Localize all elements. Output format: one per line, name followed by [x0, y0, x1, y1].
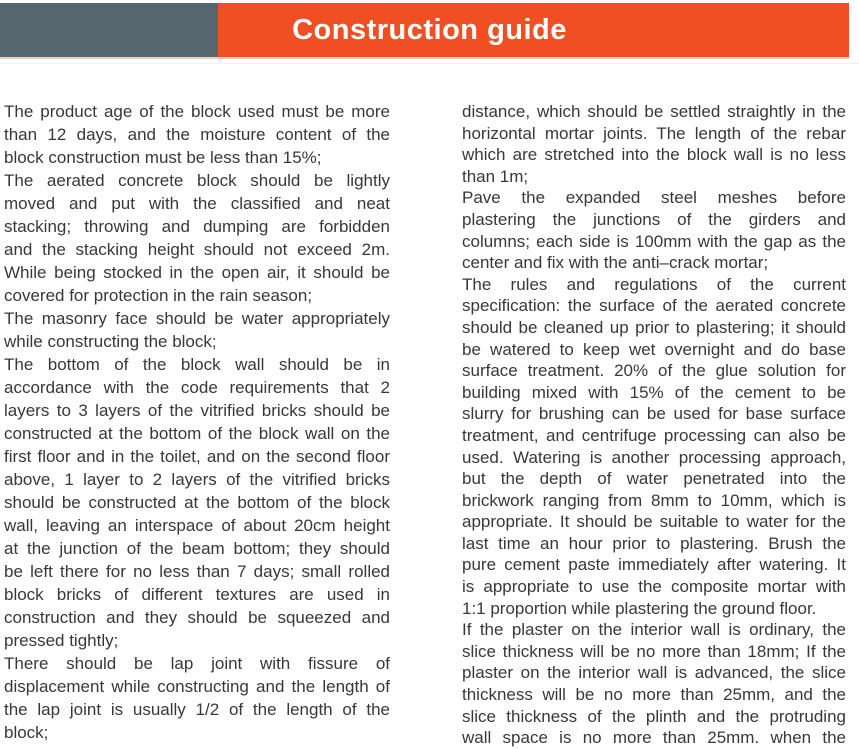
paragraph [462, 101, 846, 187]
text-line: accordance with the code requirements that 2 [4, 378, 390, 397]
text-line: The rules and regulations of the current [462, 274, 846, 294]
banner-shadow-line [0, 63, 859, 64]
text-column-right [462, 101, 846, 749]
text-line: at the junction of the beam bottom; they should [4, 539, 390, 558]
text-line: slurry for brushing can be used for base surface [462, 404, 846, 424]
header-banner [0, 3, 849, 59]
text-line: while constructing the block; [4, 332, 217, 351]
text-line: constructed at the bottom of the block wall on the [4, 424, 390, 443]
text-line: center and fix with the anti–crack mortar; [462, 253, 769, 273]
text-line: covered for protection in the rain season; [4, 286, 313, 305]
text-line: moved and put with the classified and neat [4, 194, 390, 213]
text-line: should be constructed at the bottom of the block [4, 493, 390, 512]
paragraph [462, 187, 846, 273]
text-line: wall, leaving an interspace of about 20cm height [4, 516, 390, 535]
text-line: above, 1 layer to 2 layers of the vitrified bricks [4, 470, 390, 489]
text-line: block; [4, 723, 49, 742]
paragraph [4, 100, 390, 169]
text-line: stacking; throwing and dumping are forbidden [4, 217, 390, 236]
text-line: slice thickness will be no more than 18mm; If the [462, 641, 846, 661]
text-line: than 1m; [462, 166, 529, 186]
text-line: pure cement paste immediately after watering. It [462, 555, 846, 575]
text-line: While being stocked in the open air, it should be [4, 263, 390, 282]
text-line: first floor and in the toilet, and on the second floor [4, 447, 390, 466]
text-line: appropriate. It should be suitable to water for the [462, 512, 846, 532]
text-line: block construction must be less than 15%; [4, 148, 322, 167]
text-line: last time an hour prior to plastering. Brush the [462, 533, 846, 553]
text-line: pressed tightly; [4, 631, 119, 650]
text-line: 1:1 proportion while plastering the ground floor. [462, 598, 817, 618]
text-line: layers to 3 layers of the vitrified bricks should be [4, 401, 390, 420]
text-line: brickwork ranging from 8mm to 10mm, which is [462, 490, 846, 510]
paragraph [462, 619, 846, 749]
header-gray-block [0, 3, 218, 57]
text-line: slice thickness of the plinth and the protruding [462, 706, 846, 726]
text-line: The aerated concrete block should be lightly [4, 171, 390, 190]
text-line: and the stacking height should not exceed 2m. [4, 240, 390, 259]
paragraph [4, 652, 390, 744]
text-line: distance, which should be settled straightly in the [462, 102, 846, 121]
text-line: displacement while constructing and the length of [4, 677, 390, 696]
paragraph [462, 274, 846, 620]
text-column-left [4, 100, 390, 744]
text-line: is appropriate to use the composite mortar with [462, 577, 846, 597]
text-line: be watered to keep wet overnight and do base [462, 339, 846, 359]
text-line: The product age of the block used must be more [4, 102, 390, 121]
page-title: Construction guide [292, 13, 567, 46]
paragraph [4, 353, 390, 652]
paragraph [4, 169, 390, 307]
text-line: specification: the surface of the aerated concrete [462, 296, 846, 316]
text-line: If the plaster on the interior wall is ordinary, the [462, 620, 846, 640]
text-line: construction and they should be squeezed and [4, 608, 390, 627]
text-line: The masonry face should be water appropriately [4, 309, 390, 328]
text-line: building mixed with 15% of the cement to be [462, 382, 846, 402]
text-line: thickness will be no more than 25mm, and the [462, 685, 846, 705]
text-line: the lap joint is usually 1/2 of the length of the [4, 700, 390, 719]
text-line: which are stretched into the block wall is no less [462, 145, 846, 165]
text-line: used. Watering is another processing approach, [462, 447, 846, 467]
text-line: columns; each side is 100mm with the gap as the [462, 231, 846, 251]
text-line: block bricks of different textures are used in [4, 585, 390, 604]
text-line: Pave the expanded steel meshes before [462, 188, 846, 208]
text-line: should be cleaned up prior to plastering; it should [462, 317, 846, 337]
text-line: wall space is no more than 25mm. when the [462, 728, 846, 748]
text-line: plastering the junctions of the girders and [462, 209, 846, 229]
text-line: surface treatment. 20% of the glue solution for [462, 361, 846, 381]
text-line: There should be lap joint with fissure of [4, 654, 390, 673]
text-line: treatment, and centrifuge processing can also be [462, 425, 846, 445]
text-line: horizontal mortar joints. The length of the rebar [462, 123, 846, 143]
text-line: than 12 days, and the moisture content of the [4, 125, 390, 144]
text-line: be left there for no less than 7 days; small rolled [4, 562, 390, 581]
paragraph [4, 307, 390, 353]
text-line: plaster on the interior wall is advanced, the slice [462, 663, 846, 683]
text-line: The bottom of the block wall should be in [4, 355, 390, 374]
text-line: but the depth of water penetrated into the [462, 469, 846, 489]
